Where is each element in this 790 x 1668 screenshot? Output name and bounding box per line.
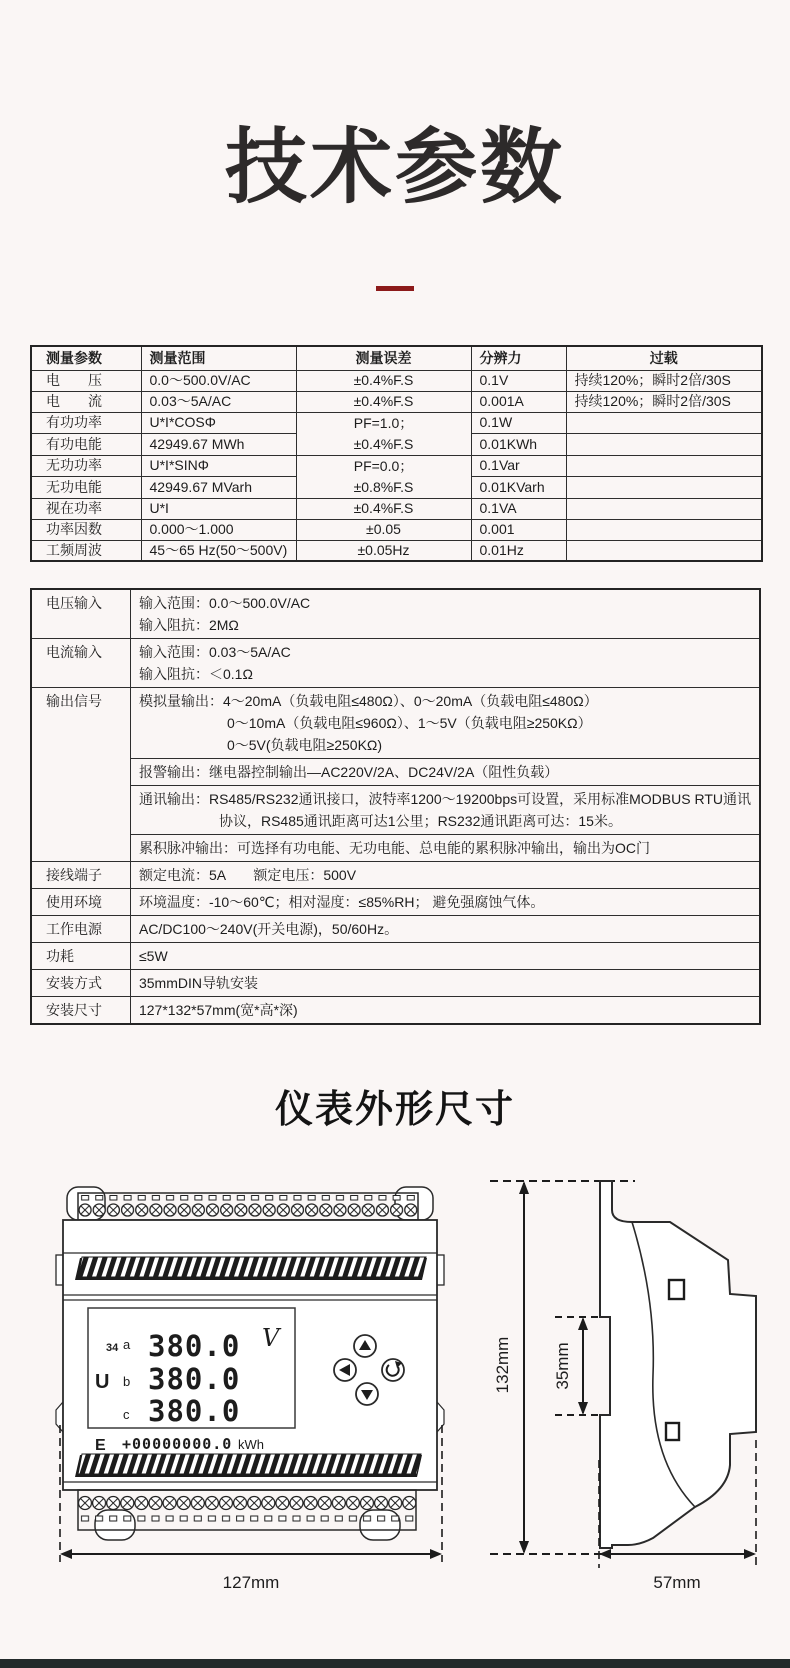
lcd-value-c: 380.0: [148, 1394, 241, 1428]
row-output-pulse: [31, 835, 760, 862]
range-cell: 42949.67 MWh: [141, 434, 296, 456]
row-mounting: [31, 970, 760, 997]
range-cell: U*I*COSΦ: [141, 412, 296, 434]
lcd-phase-b-label: b: [123, 1374, 131, 1389]
io-value: [130, 639, 760, 688]
row-frequency: [31, 540, 762, 561]
io-line: 通讯输出：RS485/RS232通讯接口，波特率1200～19200bps可设置，采用标准MODBUS RTU通讯: [138, 791, 751, 807]
io-line: AC/DC100～240V(开关电源)，50/60Hz。: [138, 921, 399, 937]
param-cell: 无功电能: [31, 477, 141, 499]
overload-cell: [566, 540, 762, 561]
io-value: [130, 786, 760, 835]
io-value: [130, 916, 760, 943]
res-cell: 0.1VA: [471, 498, 566, 519]
row-terminals: [31, 862, 760, 889]
io-value: [130, 835, 760, 862]
nav-button-enter: [382, 1359, 404, 1381]
side-clip-detail-lower: [666, 1423, 679, 1440]
row-power-factor: [31, 519, 762, 540]
col-header-param: 测量参数: [31, 346, 141, 370]
io-line: 模拟量输出：4～20mA（负载电阻≤480Ω）、0～20mA（负载电阻≤480Ω）: [138, 693, 598, 709]
io-line: 输入范围：0.0～500.0V/AC: [138, 595, 311, 611]
overload-cell: [566, 477, 762, 499]
title-accent-dash: [376, 286, 414, 291]
row-voltage-input: [31, 589, 760, 639]
overload-cell: [566, 434, 762, 456]
res-cell: 0.1Var: [471, 455, 566, 477]
side-profile-outline: [600, 1181, 756, 1548]
lcd-phase-c-label: c: [123, 1407, 130, 1422]
io-label: 接线端子: [31, 862, 130, 889]
range-cell: 0.0～500.0V/AC: [141, 370, 296, 391]
lcd-volt-symbol: V: [262, 1324, 280, 1352]
io-label: 工作电源: [31, 916, 130, 943]
lcd-energy-label: E: [95, 1437, 106, 1454]
error-cell-merged-reactive: [296, 455, 471, 498]
page-bottom-bar: [0, 1659, 790, 1668]
param-cell: 无功功率: [31, 455, 141, 477]
io-value: [130, 943, 760, 970]
row-active-power: [31, 412, 762, 434]
param-cell: 电 压: [31, 370, 141, 391]
side-clip-detail-upper: [669, 1280, 684, 1299]
res-cell: 0.1W: [471, 412, 566, 434]
lcd-value-b: 380.0: [148, 1362, 241, 1396]
range-cell: 42949.67 MVarh: [141, 477, 296, 499]
error-line-pf: PF=0.0；: [353, 457, 414, 474]
io-line: 35mmDIN导轨安装: [138, 975, 258, 991]
dim-arrow: [430, 1549, 442, 1559]
io-label: 电压输入: [31, 589, 130, 639]
io-label: 安装尺寸: [31, 997, 130, 1025]
lcd-phase-indicator: 34: [106, 1342, 119, 1354]
io-value: [130, 759, 760, 786]
io-spec-table: [30, 588, 761, 1025]
dim-arrow: [578, 1317, 588, 1330]
io-line: 环境温度：-10～60℃；相对湿度：≤85%RH； 避免强腐蚀气体。: [138, 894, 545, 910]
error-line-fs: ±0.4%F.S: [353, 435, 414, 452]
range-cell: U*I*SINΦ: [141, 455, 296, 477]
dim-label-height: 132mm: [493, 1336, 512, 1394]
vent-band-bottom: [78, 1454, 421, 1474]
row-current-input: [31, 639, 760, 688]
top-terminal-strip: [78, 1193, 418, 1220]
res-cell: 0.01KWh: [471, 434, 566, 456]
overload-cell: [566, 498, 762, 519]
meter-side-view-drawing: [460, 1160, 780, 1600]
res-cell: 0.01Hz: [471, 540, 566, 561]
dim-label-width: 127mm: [222, 1573, 280, 1592]
row-output-comm: [31, 786, 760, 835]
error-cell-merged-active: [296, 412, 471, 455]
io-label: 电流输入: [31, 639, 130, 688]
param-cell: 功率因数: [31, 519, 141, 540]
overload-cell: [566, 412, 762, 434]
io-value: [130, 970, 760, 997]
dim-arrow: [599, 1549, 611, 1559]
dim-label-depth: 57mm: [653, 1573, 701, 1592]
dim-arrow: [60, 1549, 72, 1559]
overload-cell: 持续120%；瞬时2倍/30S: [566, 370, 762, 391]
row-power-supply: [31, 916, 760, 943]
col-header-range: 测量范围: [141, 346, 296, 370]
param-cell: 工频周波: [31, 540, 141, 561]
error-cell: ±0.4%F.S: [296, 498, 471, 519]
dim-arrow: [744, 1549, 756, 1559]
row-size: [31, 997, 760, 1025]
io-line: 输入阻抗：＜0.1Ω: [138, 666, 253, 682]
io-line: 累积脉冲输出：可选择有功电能、无功电能、总电能的累积脉冲输出，输出为OC门: [138, 840, 650, 856]
rail-clip-right: [437, 1402, 444, 1432]
lcd-energy-unit: kWh: [238, 1437, 264, 1452]
error-cell: ±0.4%F.S: [296, 391, 471, 412]
io-value: [130, 862, 760, 889]
overload-cell: [566, 455, 762, 477]
io-label: 使用环境: [31, 889, 130, 916]
bottom-terminal-strip: [78, 1490, 416, 1530]
io-line: 报警输出：继电器控制输出—AC220V/2A、DC24V/2A（阻性负载）: [138, 764, 559, 780]
range-cell: 0.000～1.000: [141, 519, 296, 540]
io-line: 0～5V(负载电阻≥250KΩ): [226, 737, 383, 753]
io-line: 127*132*57mm(宽*高*深): [138, 1002, 298, 1018]
row-current: [31, 391, 762, 412]
nav-button-up: [354, 1335, 376, 1357]
param-cell: 视在功率: [31, 498, 141, 519]
io-line: 输入阻抗：2MΩ: [138, 617, 239, 633]
col-header-error: 测量误差: [296, 346, 471, 370]
res-cell: 0.001A: [471, 391, 566, 412]
io-label: 输出信号: [31, 688, 130, 862]
lcd-value-a: 380.0: [148, 1329, 241, 1363]
dim-label-rail: 35mm: [553, 1342, 572, 1390]
nav-button-left: [334, 1359, 356, 1381]
row-reactive-power: [31, 455, 762, 477]
row-output-alarm: [31, 759, 760, 786]
io-line: 输入范围：0.03～5A/AC: [138, 644, 291, 660]
vent-band-top: [78, 1257, 426, 1277]
spec-header-row: [31, 346, 762, 370]
lcd-phase-a-label: a: [123, 1337, 131, 1352]
error-line-fs: ±0.8%F.S: [353, 478, 414, 495]
io-value: [130, 688, 760, 759]
overload-cell: [566, 519, 762, 540]
range-cell: 0.03～5A/AC: [141, 391, 296, 412]
io-label: 功耗: [31, 943, 130, 970]
error-cell: ±0.05Hz: [296, 540, 471, 561]
lcd-energy-value: +00000000.0: [122, 1435, 233, 1453]
dim-arrow: [578, 1402, 588, 1415]
param-cell: 有功功率: [31, 412, 141, 434]
nav-button-down: [356, 1383, 378, 1405]
param-cell: 电 流: [31, 391, 141, 412]
res-cell: 0.1V: [471, 370, 566, 391]
col-header-res: 分辨力: [471, 346, 566, 370]
row-environment: [31, 889, 760, 916]
range-cell: U*I: [141, 498, 296, 519]
io-line: ≤5W: [138, 948, 168, 964]
dim-arrow: [519, 1541, 529, 1554]
meter-front-view-drawing: [30, 1160, 460, 1600]
row-apparent-power: [31, 498, 762, 519]
row-voltage: [31, 370, 762, 391]
io-value: [130, 997, 760, 1025]
io-value: [130, 889, 760, 916]
error-line-pf: PF=1.0；: [353, 414, 414, 431]
overload-cell: 持续120%；瞬时2倍/30S: [566, 391, 762, 412]
row-power-consumption: [31, 943, 760, 970]
param-cell: 有功电能: [31, 434, 141, 456]
dim-arrow: [519, 1181, 529, 1194]
error-cell: ±0.05: [296, 519, 471, 540]
io-line: 额定电流：5A 额定电压：500V: [138, 867, 357, 883]
col-header-overload: 过载: [566, 346, 762, 370]
row-output-analog: [31, 688, 760, 759]
measurement-spec-table: [30, 345, 763, 562]
res-cell: 0.001: [471, 519, 566, 540]
page-title: 技术参数: [224, 122, 565, 213]
range-cell: 45～65 Hz(50～500V): [141, 540, 296, 561]
error-cell: ±0.4%F.S: [296, 370, 471, 391]
lcd-u-label: U: [95, 1371, 110, 1393]
res-cell: 0.01KVarh: [471, 477, 566, 499]
io-line: 0～10mA（负载电阻≤960Ω）、1～5V（负载电阻≥250KΩ）: [226, 715, 592, 731]
io-value: [130, 589, 760, 639]
io-line: 协议，RS485通讯距离可达1公里；RS232通讯距离可达：15米。: [218, 813, 622, 829]
dimensions-section-title: 仪表外形尺寸: [274, 1089, 515, 1131]
io-label: 安装方式: [31, 970, 130, 997]
